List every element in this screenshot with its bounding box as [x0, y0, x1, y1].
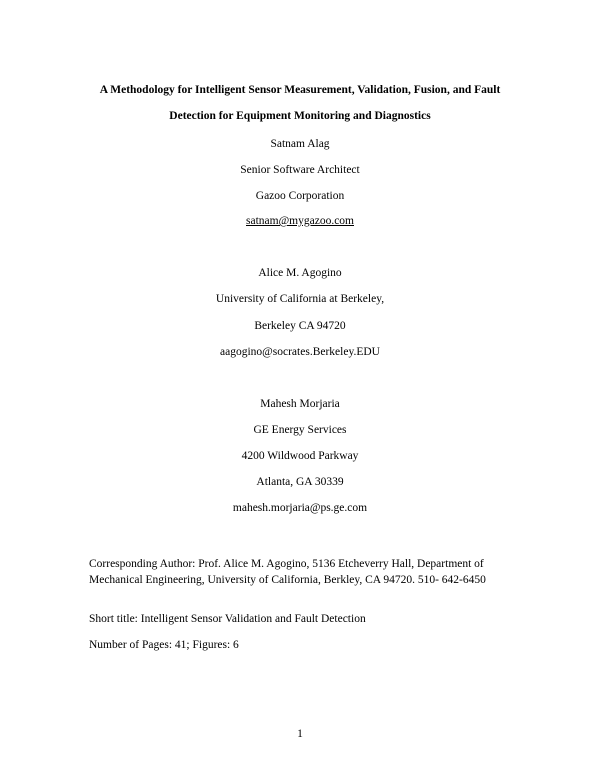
author-2-name: Alice M. Agogino: [258, 267, 342, 279]
author-2-email: aagogino@socrates.Berkeley.EDU: [220, 346, 380, 358]
author-3-city: Atlanta, GA 30339: [256, 476, 344, 488]
author-3-street: 4200 Wildwood Parkway: [241, 450, 359, 462]
corresponding-author-line-2: Mechanical Engineering, University of California, Berkley, CA 94720. 510- 642-6450: [89, 574, 486, 586]
author-2-organization: University of California at Berkeley,: [215, 293, 385, 305]
page-info: Number of Pages: 41; Figures: 6: [89, 639, 239, 651]
title-line-2: Detection for Equipment Monitoring and Diagnostics: [169, 110, 431, 122]
author-1-name: Satnam Alag: [270, 138, 330, 150]
author-1-organization: Gazoo Corporation: [255, 190, 345, 202]
short-title: Short title: Intelligent Sensor Validation and Fault Detection: [89, 613, 366, 625]
author-2-address: Berkeley CA 94720: [254, 320, 346, 332]
author-1-email[interactable]: satnam@mygazoo.com: [246, 215, 354, 227]
author-3-email: mahesh.morjaria@ps.ge.com: [232, 502, 368, 514]
author-3-organization: GE Energy Services: [253, 424, 347, 436]
corresponding-author-line-1: Corresponding Author: Prof. Alice M. Agogino, 5136 Etcheverry Hall, Department of: [89, 558, 484, 570]
author-1-position: Senior Software Architect: [240, 164, 360, 176]
page-number: 1: [297, 728, 303, 740]
author-3-name: Mahesh Morjaria: [260, 398, 340, 410]
title-line-1: A Methodology for Intelligent Sensor Measurement, Validation, Fusion, and Fault: [99, 84, 501, 96]
